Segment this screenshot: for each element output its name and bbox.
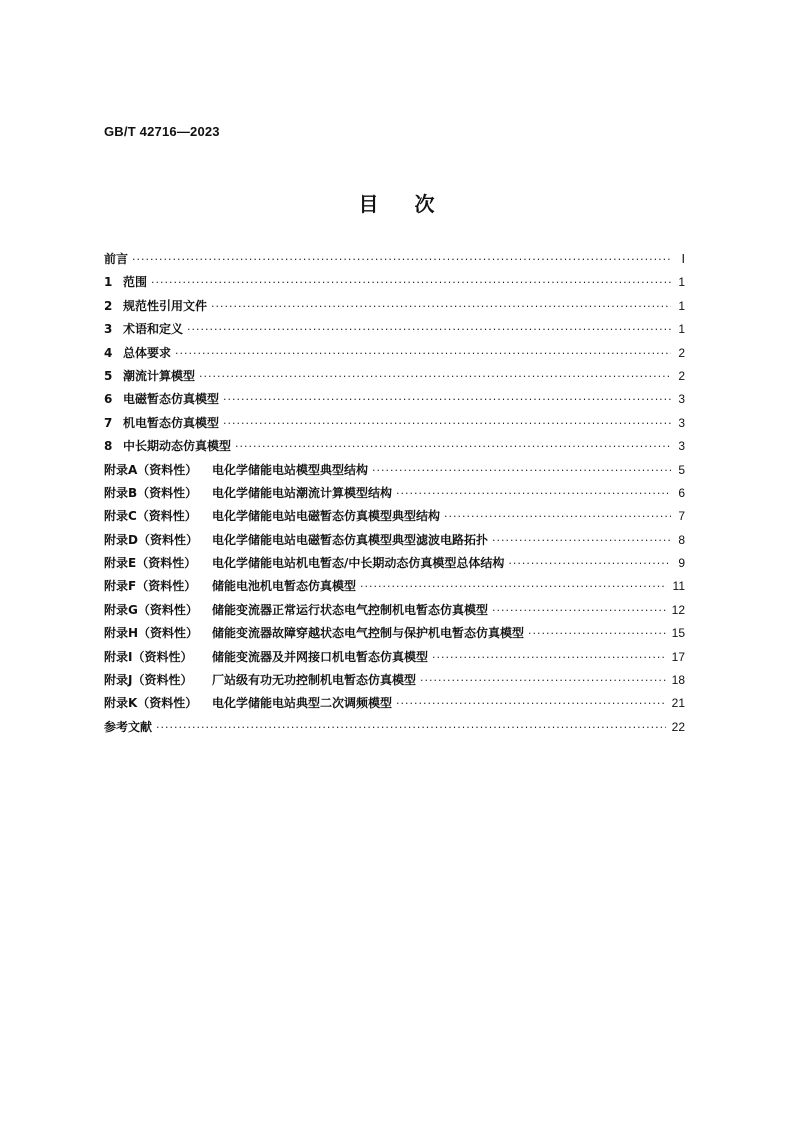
toc-entry[interactable] [104, 388, 685, 411]
toc-entry-text: 电化学储能电站典型二次调频模型 [212, 696, 393, 711]
toc-entry-text: 电化学储能电站电磁暂态仿真模型典型滤波电路拓扑 [212, 532, 489, 547]
dot-leader [187, 318, 671, 341]
toc-appendix-tag: 附录J（资料性） [104, 673, 193, 688]
dot-leader [223, 388, 671, 411]
toc-entry-text: 电化学储能电站电磁暂态仿真模型典型结构 [212, 509, 441, 524]
toc-entry-label [104, 365, 195, 388]
toc-entry[interactable] [104, 271, 685, 294]
toc-entry[interactable] [104, 295, 685, 318]
dot-leader [211, 295, 671, 318]
dot-leader [360, 575, 667, 598]
toc-entry-label [104, 482, 392, 505]
toc-entry-text: 储能电池机电暂态仿真模型 [212, 579, 357, 594]
toc-entry-text: 电化学储能电站模型典型结构 [212, 462, 369, 477]
toc-entry-label [104, 669, 416, 692]
toc-entry-text: 前言 [104, 252, 129, 266]
toc-entry-number: 4 [104, 345, 113, 360]
toc-entry-page: 21 [671, 696, 685, 711]
toc-entry-page: 2 [678, 345, 685, 360]
toc-entry[interactable] [104, 365, 685, 388]
toc-entry-label [104, 646, 428, 669]
dot-leader [199, 365, 671, 388]
toc-entry[interactable] [104, 646, 685, 669]
toc-entry-text: 范围 [123, 275, 148, 290]
dot-leader [492, 529, 671, 552]
toc-entry-label [104, 599, 488, 622]
toc-entry-page: 18 [671, 673, 685, 688]
toc-appendix-tag: 附录A（资料性） [104, 462, 198, 477]
toc-entry[interactable] [104, 575, 685, 598]
toc-entry-page: 12 [671, 602, 685, 617]
toc-appendix-tag: 附录C（资料性） [104, 509, 197, 524]
toc-entry-label [104, 388, 219, 411]
toc-entry-number: 8 [104, 439, 113, 454]
toc-entry[interactable] [104, 599, 685, 622]
dot-leader [420, 669, 666, 692]
dot-leader [444, 505, 671, 528]
toc-entry-number: 5 [104, 368, 113, 383]
toc-entry-page: 2 [678, 368, 685, 383]
dot-leader [432, 646, 666, 669]
toc-entry[interactable] [104, 716, 685, 739]
toc-entry-page: 1 [678, 275, 685, 290]
toc-entry-label [104, 575, 356, 598]
toc-entry-label [104, 412, 219, 435]
toc-entry-label [104, 295, 207, 318]
toc-entry-text: 潮流计算模型 [123, 368, 196, 383]
toc-entry-label [104, 692, 392, 715]
toc-entry-page: 11 [672, 579, 685, 594]
toc-appendix-tag: 附录H（资料性） [104, 626, 199, 641]
toc-entry-text: 总体要求 [123, 345, 172, 360]
toc-entry-page: 1 [678, 322, 685, 337]
toc-entry[interactable] [104, 435, 685, 458]
toc-entry-text: 电化学储能电站潮流计算模型结构 [212, 485, 393, 500]
toc-entry-page: 7 [678, 509, 685, 524]
toc-entry[interactable] [104, 552, 685, 575]
dot-leader [132, 248, 671, 271]
toc-entry[interactable] [104, 342, 685, 365]
toc-appendix-tag: 附录K（资料性） [104, 696, 198, 711]
toc-entry-number: 2 [104, 298, 113, 313]
dot-leader [175, 342, 671, 365]
toc-entry[interactable] [104, 529, 685, 552]
toc-entry-label [104, 435, 231, 458]
toc-entry-page: 5 [678, 462, 685, 477]
toc-entry-number: 1 [104, 275, 113, 290]
dot-leader [223, 412, 671, 435]
toc-entry-number: 3 [104, 322, 113, 337]
toc-appendix-tag: 附录G（资料性） [104, 602, 198, 617]
dot-leader [396, 692, 666, 715]
toc-entry-page: 1 [678, 298, 685, 313]
toc-entry-label [104, 505, 440, 528]
toc-entry-label [104, 552, 504, 575]
toc-entry-text: 厂站级有功无功控制机电暂态仿真模型 [212, 673, 417, 688]
toc-entry-text: 规范性引用文件 [123, 298, 208, 313]
toc-entry-page: 15 [671, 626, 685, 641]
toc-appendix-tag: 附录I（资料性） [104, 649, 193, 664]
toc-entry[interactable] [104, 412, 685, 435]
toc-entry-page: 3 [678, 392, 685, 407]
document-code: GB/T 42716—2023 [104, 124, 220, 139]
toc-entry[interactable] [104, 459, 685, 482]
toc-entry[interactable] [104, 692, 685, 715]
toc-entry-text: 储能变流器正常运行状态电气控制机电暂态仿真模型 [212, 602, 489, 617]
toc-entry-page: Ⅰ [681, 252, 685, 266]
dot-leader [151, 271, 671, 294]
toc-entry[interactable] [104, 248, 685, 271]
toc-appendix-tag: 附录E（资料性） [104, 556, 197, 571]
toc-entry[interactable] [104, 669, 685, 692]
toc-entry-text: 机电暂态仿真模型 [123, 415, 220, 430]
toc-entry-page: 3 [678, 415, 685, 430]
toc-entry[interactable] [104, 505, 685, 528]
toc-entry-text: 储能变流器故障穿越状态电气控制与保护机电暂态仿真模型 [212, 626, 525, 641]
toc-title: 目次 [358, 192, 471, 216]
toc-entry[interactable] [104, 318, 685, 341]
toc-entry-label [104, 716, 152, 739]
dot-leader [156, 716, 666, 739]
dot-leader [396, 482, 671, 505]
toc-entry-page: 3 [678, 439, 685, 454]
toc-appendix-tag: 附录B（资料性） [104, 485, 198, 500]
toc-appendix-tag: 附录D（资料性） [104, 532, 198, 547]
toc-entry-number: 6 [104, 392, 113, 407]
toc-entry-label [104, 271, 147, 294]
toc-entry-text: 电化学储能电站机电暂态/中长期动态仿真模型总体结构 [212, 556, 505, 571]
toc-entry-text: 参考文献 [104, 719, 153, 734]
toc-entry-page: 6 [678, 485, 685, 500]
table-of-contents [104, 248, 685, 739]
toc-entry-label [104, 248, 128, 271]
toc-entry-text: 中长期动态仿真模型 [123, 439, 232, 454]
toc-entry-label [104, 459, 368, 482]
dot-leader [528, 622, 666, 645]
toc-entry-label [104, 529, 488, 552]
dot-leader [372, 459, 671, 482]
toc-appendix-tag: 附录F（资料性） [104, 579, 197, 594]
dot-leader [235, 435, 671, 458]
toc-entry-label [104, 342, 171, 365]
toc-entry-text: 术语和定义 [123, 322, 184, 337]
toc-entry-page: 22 [671, 719, 685, 734]
dot-leader [508, 552, 671, 575]
toc-entry-page: 8 [678, 532, 685, 547]
toc-entry-page: 17 [671, 649, 685, 664]
toc-entry-number: 7 [104, 415, 113, 430]
toc-entry-label [104, 318, 183, 341]
toc-entry[interactable] [104, 622, 685, 645]
toc-entry-page: 9 [678, 556, 685, 571]
toc-entry[interactable] [104, 482, 685, 505]
toc-entry-text: 储能变流器及并网接口机电暂态仿真模型 [212, 649, 429, 664]
toc-entry-label [104, 622, 524, 645]
toc-entry-text: 电磁暂态仿真模型 [123, 392, 220, 407]
dot-leader [492, 599, 666, 622]
